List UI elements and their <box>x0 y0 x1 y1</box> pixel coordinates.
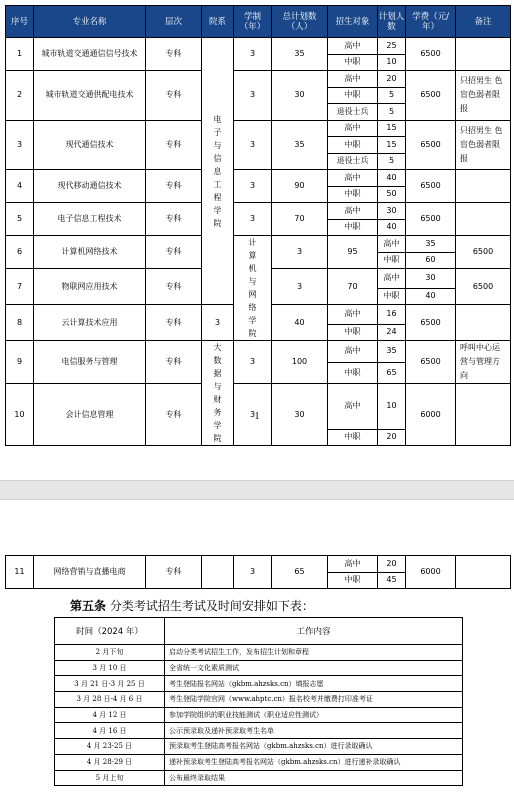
major-note: 只招男生 色盲色弱者限报 <box>456 120 511 170</box>
count: 24 <box>378 324 406 341</box>
major-name: 网络营销与直播电商 <box>34 556 146 589</box>
major-level: 专科 <box>146 305 202 341</box>
header-no: 序号 <box>6 6 34 38</box>
schedule-time: 3 月 28 日-4 月 6 日 <box>55 692 165 708</box>
major-fee: 6500 <box>406 170 456 203</box>
major-fee: 6500 <box>406 341 456 384</box>
table-header-row <box>6 6 511 38</box>
header-time: 时间（2024 年） <box>55 618 165 645</box>
major-level: 专科 <box>146 120 202 170</box>
target: 高中 <box>328 170 378 187</box>
header-target: 招生对象 <box>328 6 378 38</box>
major-fee: 6500 <box>456 269 511 305</box>
schedule-content: 参加学院组织的职业技能测试（职业适应性测试） <box>165 707 463 723</box>
major-total: 40 <box>272 305 328 341</box>
schedule-row <box>55 645 463 661</box>
row-no: 6 <box>6 236 34 269</box>
major-years: 3 <box>234 341 272 384</box>
major-name: 物联网应用技术 <box>34 269 146 305</box>
row-no: 5 <box>6 203 34 236</box>
count: 10 <box>378 54 406 71</box>
target: 高中 <box>328 71 378 88</box>
target: 中职 <box>328 54 378 71</box>
major-fee: 6500 <box>406 120 456 170</box>
schedule-time: 4 月 23-25 日 <box>55 739 165 755</box>
major-note: 呼叫中心运营与管理方向 <box>456 341 511 384</box>
count: 15 <box>378 137 406 154</box>
major-note <box>456 170 511 203</box>
target: 高中 <box>378 269 406 289</box>
page-separator <box>0 480 514 500</box>
count: 50 <box>378 186 406 203</box>
target: 中职 <box>378 252 406 269</box>
schedule-time: 4 月 16 日 <box>55 723 165 739</box>
major-fee: 6000 <box>406 556 456 589</box>
schedule-table <box>54 617 463 786</box>
major-years: 3 <box>234 38 272 71</box>
major-note <box>456 305 511 341</box>
major-years: 3 <box>234 71 272 121</box>
header-fee: 学费（元/年） <box>406 6 456 38</box>
header-content: 工作内容 <box>165 618 463 645</box>
row-no: 8 <box>6 305 34 341</box>
major-total: 65 <box>272 556 328 589</box>
schedule-content: 全省统一文化素质测试 <box>165 660 463 676</box>
count: 40 <box>378 219 406 236</box>
schedule-row <box>55 692 463 708</box>
target: 中职 <box>328 429 378 446</box>
target: 中职 <box>328 362 378 384</box>
major-name: 云计算技术应用 <box>34 305 146 341</box>
article-title: 第五条 <box>70 599 107 613</box>
header-total: 总计划数（人） <box>272 6 328 38</box>
count: 35 <box>406 236 456 253</box>
major-years: 3 <box>234 203 272 236</box>
major-level: 专科 <box>146 71 202 121</box>
major-total: 30 <box>272 384 328 446</box>
major-name: 现代移动通信技术 <box>34 170 146 203</box>
major-total: 70 <box>272 203 328 236</box>
department-cell: 计算机与网络学院 <box>234 236 272 341</box>
target: 中职 <box>378 288 406 305</box>
count: 40 <box>378 170 406 187</box>
target: 退役士兵 <box>328 153 378 170</box>
count: 5 <box>378 104 406 121</box>
target: 中职 <box>328 572 378 589</box>
department-cell: 大数据与财务学院 <box>202 341 234 446</box>
major-name: 电子信息工程技术 <box>34 203 146 236</box>
major-name: 计算机网络技术 <box>34 236 146 269</box>
schedule-row <box>55 754 463 770</box>
target: 高中 <box>328 120 378 137</box>
major-years: 3 <box>272 269 328 305</box>
target: 高中 <box>328 341 378 363</box>
count: 60 <box>406 252 456 269</box>
table-row <box>6 203 511 220</box>
schedule-header-row <box>55 618 463 645</box>
target: 中职 <box>328 324 378 341</box>
major-fee: 6000 <box>406 384 456 446</box>
major-level: 专科 <box>146 38 202 71</box>
major-level: 专科 <box>146 203 202 236</box>
article-text: 分类考试招生考试及时间安排如下表： <box>109 599 314 613</box>
schedule-content: 公示预录取及递补预录取考生名单 <box>165 723 463 739</box>
target: 中职 <box>328 137 378 154</box>
major-level: 专科 <box>146 384 202 446</box>
major-total: 70 <box>328 269 378 305</box>
schedule-content: 公布最终录取结果 <box>165 770 463 786</box>
schedule-time: 5 月上旬 <box>55 770 165 786</box>
table-row <box>6 71 511 88</box>
schedule-time: 3 月 10 日 <box>55 660 165 676</box>
schedule-content: 启动分类考试招生工作，发布招生计划和章程 <box>165 645 463 661</box>
major-total: 35 <box>272 120 328 170</box>
schedule-time: 2 月下旬 <box>55 645 165 661</box>
major-total: 95 <box>328 236 378 269</box>
count: 20 <box>378 71 406 88</box>
target: 高中 <box>378 236 406 253</box>
count: 25 <box>378 38 406 55</box>
count: 65 <box>378 362 406 384</box>
row-no: 10 <box>6 384 34 446</box>
major-total: 90 <box>272 170 328 203</box>
target: 退役士兵 <box>328 104 378 121</box>
schedule-content: 递补预录取考生登陆高考报名网站（gkbm.ahzsks.cn）进行递补录取确认 <box>165 754 463 770</box>
header-department: 院系 <box>202 6 234 38</box>
document-page-2 <box>0 499 514 810</box>
count: 45 <box>378 572 406 589</box>
majors-table-continued <box>5 555 511 589</box>
major-name: 城市轨道交通通信信号技术 <box>34 38 146 71</box>
count: 5 <box>378 153 406 170</box>
target: 高中 <box>328 384 378 430</box>
schedule-row <box>55 707 463 723</box>
target: 高中 <box>328 556 378 573</box>
major-fee: 6500 <box>406 38 456 71</box>
target: 中职 <box>328 219 378 236</box>
schedule-row <box>55 739 463 755</box>
table-row <box>6 556 511 573</box>
schedule-row <box>55 723 463 739</box>
header-level: 层次 <box>146 6 202 38</box>
table-row <box>6 384 511 430</box>
header-years: 学制（年） <box>234 6 272 38</box>
schedule-time: 4 月 28-29 日 <box>55 754 165 770</box>
table-row <box>6 120 511 137</box>
major-name: 城市轨道交通供配电技术 <box>34 71 146 121</box>
target: 中职 <box>328 186 378 203</box>
major-fee: 6500 <box>456 236 511 269</box>
major-level: 专科 <box>146 341 202 384</box>
major-level: 专科 <box>146 236 202 269</box>
target: 中职 <box>328 87 378 104</box>
schedule-row <box>55 676 463 692</box>
schedule-row <box>55 660 463 676</box>
table-row <box>6 236 511 253</box>
row-no: 7 <box>6 269 34 305</box>
schedule-content: 考生登陆学院官网（www.ahptc.cn）报名校考并缴费打印准考证 <box>165 692 463 708</box>
schedule-time: 3 月 21 日-3 月 25 日 <box>55 676 165 692</box>
major-fee: 6500 <box>406 71 456 121</box>
major-note <box>456 556 511 589</box>
article-heading <box>70 597 314 614</box>
major-total: 30 <box>272 71 328 121</box>
major-total: 100 <box>272 341 328 384</box>
count: 20 <box>378 429 406 446</box>
count: 30 <box>378 203 406 220</box>
table-row <box>6 341 511 363</box>
major-years: 3 <box>202 305 234 341</box>
major-fee: 6500 <box>406 305 456 341</box>
count: 5 <box>378 87 406 104</box>
target: 高中 <box>328 305 378 325</box>
row-no: 3 <box>6 120 34 170</box>
department-cell: 电子与信息工程学院 <box>202 38 234 305</box>
major-level: 专科 <box>146 269 202 305</box>
major-years: 3 <box>272 236 328 269</box>
row-no: 9 <box>6 341 34 384</box>
major-name: 现代通信技术 <box>34 120 146 170</box>
schedule-time: 4 月 12 日 <box>55 707 165 723</box>
count: 20 <box>378 556 406 573</box>
major-name: 电信服务与管理 <box>34 341 146 384</box>
header-count: 计划人数 <box>378 6 406 38</box>
major-level: 专科 <box>146 556 202 589</box>
major-name: 会计信息管理 <box>34 384 146 446</box>
major-years: 3 <box>234 556 272 589</box>
majors-table <box>5 5 511 446</box>
count: 10 <box>378 384 406 430</box>
row-no: 2 <box>6 71 34 121</box>
count: 40 <box>406 288 456 305</box>
schedule-content: 预录取考生登陆高考报名网站（gkbm.ahzsks.cn）进行录取确认 <box>165 739 463 755</box>
row-no: 11 <box>6 556 34 589</box>
count: 16 <box>378 305 406 325</box>
row-no: 1 <box>6 38 34 71</box>
page-number: 1 <box>254 411 260 422</box>
major-note <box>456 38 511 71</box>
row-no: 4 <box>6 170 34 203</box>
header-note: 备注 <box>456 6 511 38</box>
major-total: 35 <box>272 38 328 71</box>
schedule-row <box>55 770 463 786</box>
major-years: 3 <box>234 384 272 446</box>
target: 高中 <box>328 38 378 55</box>
schedule-content: 考生登陆报名网站（gkbm.ahzsks.cn）填报志愿 <box>165 676 463 692</box>
target: 高中 <box>328 203 378 220</box>
department-cell <box>202 556 234 589</box>
table-row <box>6 170 511 187</box>
count: 35 <box>378 341 406 363</box>
count: 15 <box>378 120 406 137</box>
count: 30 <box>406 269 456 289</box>
major-years: 3 <box>234 120 272 170</box>
major-note: 只招男生 色盲色弱者限报 <box>456 71 511 121</box>
major-fee: 6500 <box>406 203 456 236</box>
major-note <box>456 203 511 236</box>
table-row <box>6 38 511 55</box>
major-level: 专科 <box>146 170 202 203</box>
header-major: 专业名称 <box>34 6 146 38</box>
major-years: 3 <box>234 170 272 203</box>
